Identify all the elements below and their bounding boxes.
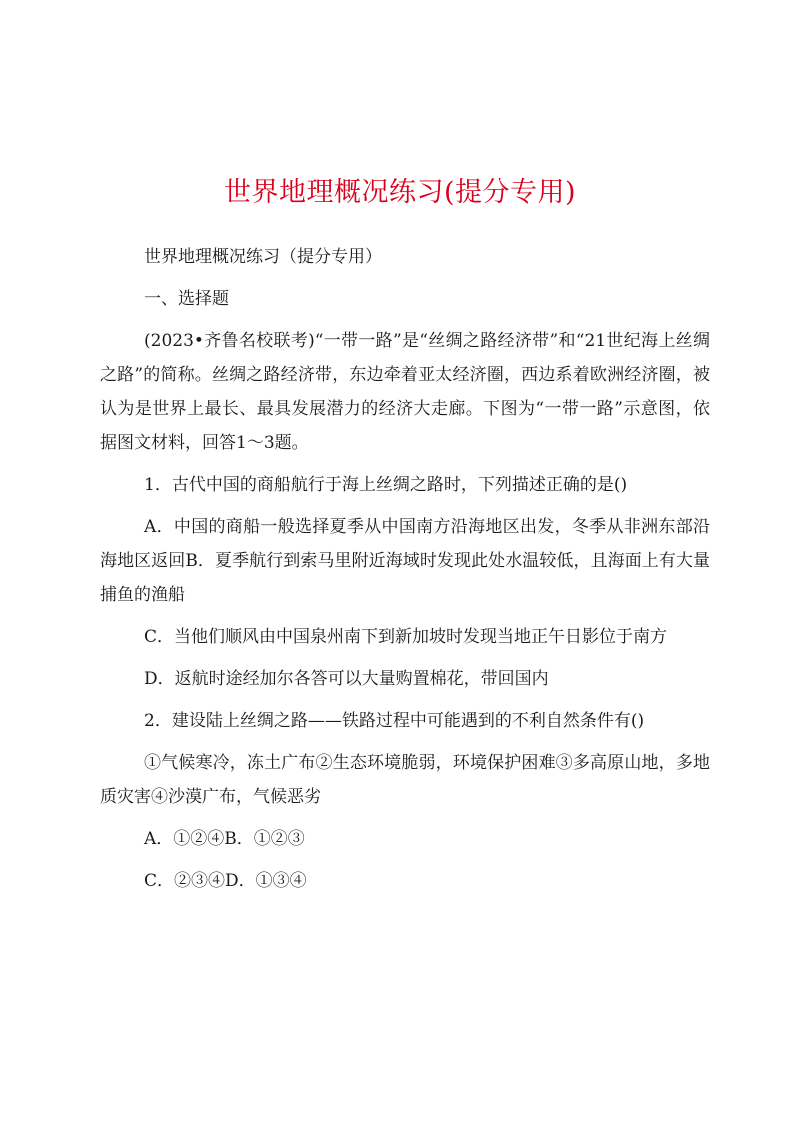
subtitle: 世界地理概况练习（提分专用） [144, 247, 382, 267]
section-heading: 一、选择题 [144, 289, 229, 309]
question-1-option-d: D．返航时途经加尔各答可以大量购置棉花，带回国内 [144, 669, 549, 689]
question-1-option-ab: A．中国的商船一般选择夏季从中国南方沿海地区出发，冬季从非洲东部沿海地区返回B．夏季航行到索马里附近海域时发现此处水温较低，且海面上有大量捕鱼的渔船 [100, 517, 710, 605]
question-2-stem: 2．建设陆上丝绸之路——铁路过程中可能遇到的不利自然条件有() [144, 711, 645, 731]
document-body [100, 240, 710, 906]
question-2-option-ab: A．①②④B．①②③ [144, 829, 305, 849]
question-2-option-cd: C．②③④D．①③④ [144, 871, 307, 891]
intro-paragraph: (2023•齐鲁名校联考)“一带一路”是“丝绸之路经济带”和“21世纪海上丝绸之路”的简称。丝绸之路经济带，东边牵着亚太经济圈，西边系着欧洲经济圈，被认为是世界上最长、最具发展潜力的经济大走廊。下图为“一带一路”示意图，依据图文材料，回答1～3题。 [100, 331, 710, 453]
question-2-conditions: ①气候寒冷，冻土广布②生态环境脆弱，环境保护困难③多高原山地，多地质灾害④沙漠广布，气候恶劣 [100, 753, 710, 807]
document-title: 世界地理概况练习(提分专用) [223, 177, 577, 208]
question-1-stem: 1．古代中国的商船航行于海上丝绸之路时，下列描述正确的是() [144, 475, 628, 495]
question-1-option-c: C．当他们顺风由中国泉州南下到新加坡时发现当地正午日影位于南方 [144, 627, 668, 647]
